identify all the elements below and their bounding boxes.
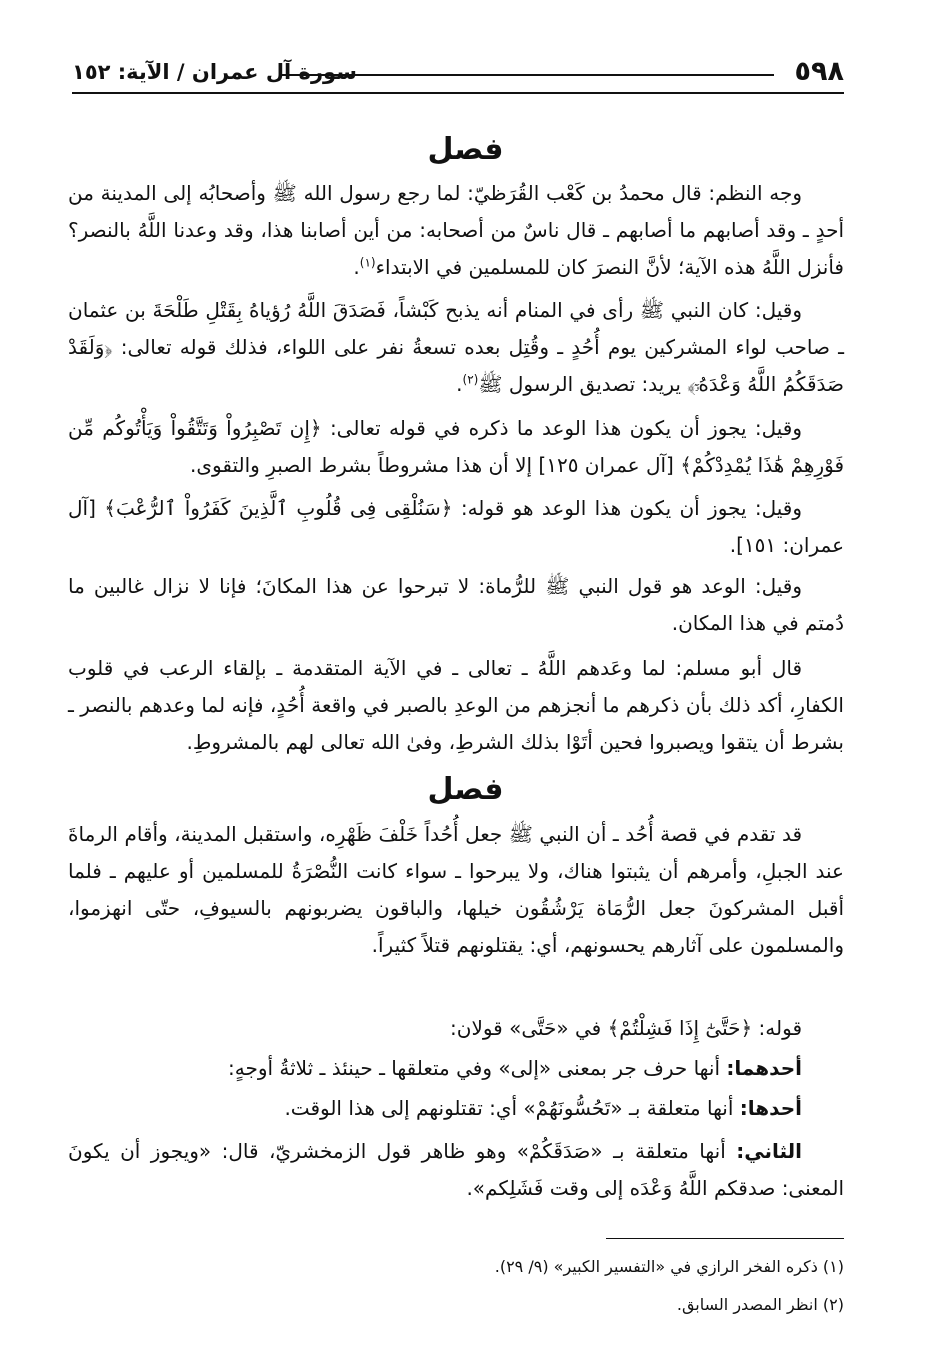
paragraph (68, 292, 844, 403)
paragraph-text: وقيل: كان النبي ﷺ رأى في المنام أنه يذبح كَبْشاً، فَصَدَقَ اللَّهُ رُؤياهُ بِقَتْلِ طَلْحَةَ بن عثمان ـ صاحب لواء المشركين يوم أُحُدٍ ـ وقُتِل بعده تسعةُ نفر على اللواء، فذلك قوله تعالى: ﴿وَلَقَدْ صَدَقَكُمُ اللَّهُ وَعْدَهُۥٓ﴾ يريد: تصديق الرسول ﷺ (68, 298, 844, 396)
paragraph (68, 1050, 844, 1087)
footnote: (٢) انظر المصدر السابق. (676, 1295, 844, 1314)
paragraph: قال أبو مسلم: لما وعَدهم اللَّهُ ـ تعالى ـ في الآية المتقدمة ـ بإلقاء الرعب في قلوب الكفارِ، أكد ذلك بأن ذكرهم ما أنجزهم من الوعدِ بالصبر في واقعة أُحُدٍ، فإنه لما وعدهم بالنصر ـ بشرط أن يتقوا ويصبروا فحين أتَوْا بذلك الشرطِ، وفىٰ الله تعالى لهم بالمشروطِ. (68, 656, 844, 754)
paragraph-label: أحدهما: (726, 1056, 802, 1080)
page-number: ٥٩٨ (794, 56, 844, 87)
paragraph (68, 175, 844, 286)
footnote-rule (606, 1238, 844, 1239)
paragraph-tail: . (353, 255, 360, 279)
paragraph: قد تقدم في قصة أُحُد ـ أن النبي ﷺ جعل أُحُداً خَلْفَ ظَهْرِه، واستقبل المدينة، وأقام الرماةَ عند الجبلِ، وأمرهم أن يثبتوا هناك، ولا يبرحوا ـ سواء كانت النُّصْرَةُ للمسلمين أو عليهم ـ فلما أقبل المشركونَ جعل الرُّمَاة يَرْشُقُون خيلها، والباقون يضربونهم بالسيوفِ، حتّى انهزموا، والمسلمون على آثارهم يحسونهم، أي: يقتلونهم قتلاً كثيراً. (68, 822, 844, 957)
paragraph-label: الثاني: (736, 1139, 802, 1163)
paragraph: وقيل: يجوز أن يكون هذا الوعد هو قوله: ﴿سَنُلْقِى فِى قُلُوبِ ٱلَّذِينَ كَفَرُواْ ٱلرُّعْبَ﴾ [آل عمران: ١٥١]. (68, 496, 844, 557)
paragraph: وقيل: يجوز أن يكون هذا الوعد ما ذكره في قوله تعالى: ﴿إِن تَصْبِرُواْ وَتَتَّقُواْ وَيَأْتُوكُم مِّن فَوْرِهِمْ هَٰذَا يُمْدِدْكُمْ﴾ [آل عمران ١٢٥] إلا أن هذا مشروطاً بشرط الصبرِ والتقوى. (68, 416, 844, 477)
running-header (72, 52, 844, 92)
section-heading: فصل (427, 132, 504, 167)
paragraph (68, 1133, 844, 1207)
paragraph-label: أحدها: (739, 1096, 802, 1120)
paragraph: وقيل: الوعد هو قول النبي ﷺ للرُّماة: لا تبرحوا عن هذا المكانَ؛ فإنا لا نزال غالبين ما دُمتم في هذا المكان. (68, 574, 844, 635)
footnote-ref: (١) (359, 255, 376, 270)
paragraph: قوله: ﴿حَتَّىٰٓ إِذَا فَشِلْتُمْ﴾ في «حَتَّى» قولان: (450, 1016, 802, 1040)
paragraph-text: أنها حرف جر بمعنى «إلى» وفي متعلقها ـ حينئذ ـ ثلاثةُ أوجهٍ: (228, 1056, 721, 1080)
footnote: (١) ذكره الفخر الرازي في «التفسير الكبير» (٩/ ٢٩). (494, 1257, 844, 1276)
paragraph-text: وجه النظم: قال محمدُ بن كَعْب القُرَظيّ: لما رجع رسول الله ﷺ وأصحابُه إلى المدينة من أحدٍ ـ وقد أصابهم ما أصابهم ـ قال ناسٌ من أصحابه: من أين أصابنا هذا، وقد وعدنا اللَّهُ بالنصر؟ فأنزل اللَّهُ هذه الآية؛ لأنَّ النصرَ كان للمسلمين في الابتداء (68, 181, 844, 279)
section-heading: فصل (427, 772, 504, 807)
paragraph (68, 1090, 844, 1127)
running-title: سورة آل عمران / الآية: ١٥٢ (72, 60, 357, 84)
paragraph-text: أنها متعلقة بـ «صَدَقَكُمْ» وهو ظاهر قول الزمخشريّ، قال: «ويجوز أن يكونَ المعنى: صدقكم اللَّهُ وَعْدَه إلى وقت فَشَلِكم». (68, 1139, 844, 1200)
footnote-ref: (٢) (462, 372, 479, 387)
paragraph-text: أنها متعلقة بـ «تَحُسُّونَهُمْ» أي: تقتلونهم إلى هذا الوقت. (284, 1096, 734, 1120)
paragraph-tail: . (456, 372, 463, 396)
header-rule (72, 92, 844, 94)
